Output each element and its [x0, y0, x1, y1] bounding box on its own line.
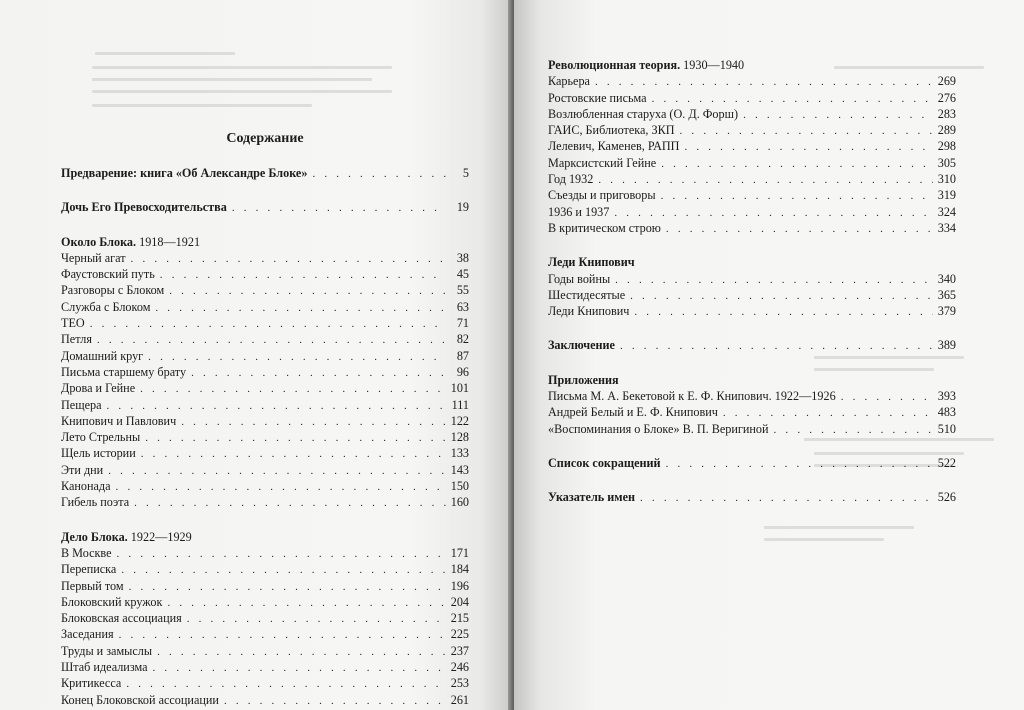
toc-entry-label: Петля [61, 332, 92, 347]
leader-dots [666, 456, 933, 472]
leader-dots [116, 479, 446, 495]
section-heading-title: Дело Блока. [61, 529, 128, 544]
leader-dots [620, 338, 933, 354]
leader-dots [232, 200, 446, 216]
section-heading-title: Около Блока. [61, 234, 137, 249]
leader-dots [141, 446, 446, 462]
toc-entry[interactable] [61, 494, 469, 510]
toc-entry-label: В Москве [61, 545, 112, 560]
toc-right-column [548, 57, 956, 506]
toc-entry[interactable] [61, 594, 469, 610]
toc-entry-page: 82 [456, 332, 469, 347]
toc-entry-page: 324 [937, 204, 956, 219]
toc-entry[interactable] [548, 404, 956, 420]
toc-entry[interactable] [548, 421, 956, 437]
toc-entry-label: Карьера [548, 74, 590, 89]
leader-dots [841, 389, 933, 405]
toc-entry[interactable] [61, 578, 469, 594]
toc-entry[interactable] [61, 299, 469, 315]
toc-entry[interactable] [61, 199, 469, 215]
toc-entry-label: «Воспоминания о Блоке» В. П. Веригиной [548, 421, 769, 436]
leader-dots [145, 430, 446, 446]
toc-entry-label: Указатель имен [548, 490, 636, 505]
leader-dots [169, 283, 446, 299]
toc-entry-page: 305 [937, 155, 956, 170]
toc-entry-label: Штаб идеализма [61, 660, 148, 675]
leader-dots [107, 398, 446, 414]
toc-group [548, 489, 956, 505]
toc-entry-page: 319 [937, 188, 956, 203]
toc-entry[interactable] [548, 455, 956, 471]
toc-entry-label: Критикесса [61, 676, 122, 691]
toc-entry-page: 215 [450, 611, 469, 626]
toc-entry-page: 276 [937, 90, 956, 105]
toc-entry[interactable] [548, 73, 956, 89]
leader-dots [666, 221, 933, 237]
leader-dots [723, 405, 933, 421]
leader-dots [181, 414, 446, 430]
toc-entry-label: Книпович и Павлович [61, 413, 177, 428]
toc-entry-page: 101 [450, 381, 469, 396]
toc-entry-label: Возлюбленная старуха (О. Д. Форш) [548, 106, 739, 121]
toc-entry[interactable] [61, 250, 469, 266]
toc-entry-page: 111 [451, 397, 469, 412]
toc-entry-label: Труды и замыслы [61, 643, 153, 658]
leader-dots [684, 139, 932, 155]
leader-dots [140, 381, 446, 397]
leader-dots [126, 676, 445, 692]
toc-entry-page: 128 [450, 430, 469, 445]
toc-entry[interactable] [61, 545, 469, 561]
leader-dots [614, 205, 932, 221]
toc-left-column [61, 131, 469, 708]
toc-entry[interactable] [548, 122, 956, 138]
toc-entry-page: 253 [450, 676, 469, 691]
toc-entry[interactable] [61, 659, 469, 675]
toc-entry-page: 334 [937, 220, 956, 235]
toc-group [548, 372, 956, 437]
toc-entry[interactable] [61, 445, 469, 461]
toc-entry-label: Канонада [61, 479, 111, 494]
section-heading-title: Леди Книпович [548, 255, 635, 270]
toc-entry[interactable] [61, 165, 469, 181]
toc-entry-page: 196 [450, 578, 469, 593]
section-heading-years: 1930—1940 [683, 58, 745, 72]
leader-dots [119, 627, 446, 643]
toc-entry-label: Съезды и приговоры [548, 188, 656, 203]
toc-entry[interactable] [548, 90, 956, 106]
toc-entry-page: 237 [450, 643, 469, 658]
toc-group [61, 199, 469, 215]
toc-entry-label: 1936 и 1937 [548, 204, 610, 219]
toc-group [61, 529, 469, 708]
toc-entry-label: ТЕО [61, 316, 85, 331]
toc-entry[interactable] [61, 282, 469, 298]
toc-entry-page: 289 [937, 123, 956, 138]
leader-dots [121, 562, 445, 578]
toc-entry[interactable] [61, 364, 469, 380]
toc-entry-page: 55 [456, 283, 469, 298]
leader-dots [630, 288, 933, 304]
toc-entry-page: 389 [937, 338, 956, 353]
toc-entry[interactable] [61, 331, 469, 347]
toc-group [61, 234, 469, 511]
toc-entry[interactable] [548, 287, 956, 303]
leader-dots [148, 349, 446, 365]
leader-dots [598, 172, 932, 188]
toc-entry[interactable] [61, 692, 469, 708]
toc-entry[interactable] [61, 348, 469, 364]
toc-entry-page: 522 [937, 455, 956, 470]
toc-entry-page: 283 [937, 106, 956, 121]
toc-group [61, 165, 469, 181]
leader-dots [661, 188, 933, 204]
leader-dots [108, 463, 446, 479]
toc-entry[interactable] [548, 138, 956, 154]
toc-entry[interactable] [548, 337, 956, 353]
toc-entry-page: 96 [456, 364, 469, 379]
leader-dots [129, 579, 446, 595]
toc-entry[interactable] [548, 489, 956, 505]
toc-entry-page: 38 [456, 250, 469, 265]
toc-entry-label: Разговоры с Блоком [61, 283, 165, 298]
toc-entry-label: Блоковский кружок [61, 594, 163, 609]
leader-dots [661, 156, 933, 172]
toc-group [548, 337, 956, 353]
toc-entry[interactable] [548, 303, 956, 319]
leader-dots [155, 300, 446, 316]
section-heading-years: 1922—1929 [130, 529, 192, 544]
toc-entry-page: 150 [450, 479, 469, 494]
section-heading-title: Приложения [548, 372, 619, 387]
show-through-text [764, 538, 884, 541]
toc-entry[interactable] [61, 266, 469, 282]
toc-entry-label: Лелевич, Каменев, РАПП [548, 139, 680, 154]
toc-entry[interactable] [61, 643, 469, 659]
show-through-text [764, 526, 914, 529]
toc-group [548, 455, 956, 471]
toc-entry-label: Письма старшему брату [61, 364, 187, 379]
toc-entry-page: 340 [937, 271, 956, 286]
toc-entry[interactable] [61, 413, 469, 429]
toc-entry[interactable] [548, 271, 956, 287]
toc-entry-page: 365 [937, 287, 956, 302]
toc-entry-page: 526 [937, 490, 956, 505]
toc-entry[interactable] [548, 106, 956, 122]
toc-entry-page: 298 [937, 139, 956, 154]
toc-entry-label: Черный агат [61, 250, 126, 265]
toc-entry-page: 393 [937, 389, 956, 404]
toc-entry-label: В критическом строю [548, 220, 661, 235]
toc-entry-label: Год 1932 [548, 172, 594, 187]
toc-entry-label: Переписка [61, 562, 117, 577]
leader-dots [153, 660, 446, 676]
toc-entry-label: Список сокращений [548, 455, 661, 470]
toc-entry-label: Первый том [61, 578, 124, 593]
toc-entry-label: Заключение [548, 338, 615, 353]
toc-entry-label: Годы войны [548, 271, 611, 286]
toc-entry-page: 483 [937, 405, 956, 420]
leader-dots [615, 272, 933, 288]
show-through-text [95, 52, 235, 55]
leader-dots [117, 546, 446, 562]
toc-entry-label: Фаустовский путь [61, 267, 155, 282]
toc-entry-label: Письма М. А. Бекетовой к Е. Ф. Книпович. 1922—1926 [548, 389, 836, 404]
toc-entry-page: 379 [937, 304, 956, 319]
section-heading-years: 1918—1921 [139, 234, 201, 249]
toc-entry[interactable] [61, 626, 469, 642]
leader-dots [191, 365, 446, 381]
toc-entry-page: 19 [456, 200, 469, 215]
leader-dots [134, 495, 446, 511]
toc-entry-page: 184 [450, 562, 469, 577]
leader-dots [187, 611, 446, 627]
toc-entry-label: Шестидесятые [548, 287, 626, 302]
toc-entry-page: 510 [937, 421, 956, 436]
leader-dots [743, 107, 933, 123]
toc-entry[interactable] [61, 610, 469, 626]
leader-dots [224, 693, 446, 709]
toc-entry-label: Лето Стрельны [61, 430, 141, 445]
show-through-text [92, 78, 372, 81]
toc-entry-page: 133 [450, 446, 469, 461]
toc-group [548, 57, 956, 236]
section-heading-title: Революционная теория. [548, 58, 681, 72]
toc-entry-label: Леди Книпович [548, 304, 630, 319]
toc-entry-label: Предварение: книга «Об Александре Блоке» [61, 166, 308, 180]
toc-entry-page: 261 [450, 692, 469, 707]
toc-entry-page: 204 [450, 594, 469, 609]
toc-entry-label: Заседания [61, 627, 114, 642]
toc-entry[interactable] [548, 171, 956, 187]
toc-entry-label: Щель истории [61, 446, 136, 461]
toc-entry-label: Гибель поэта [61, 495, 130, 510]
toc-entry-page: 310 [937, 172, 956, 187]
toc-entry-label: Служба с Блоком [61, 299, 151, 314]
toc-entry-page: 246 [450, 660, 469, 675]
toc-entry-label: Эти дни [61, 462, 104, 477]
leader-dots [595, 74, 933, 90]
leader-dots [157, 644, 446, 660]
leader-dots [680, 123, 933, 139]
show-through-text [92, 90, 392, 93]
toc-entry-label: Марксистский Гейне [548, 155, 657, 170]
toc-entry[interactable] [61, 315, 469, 331]
leader-dots [90, 316, 446, 332]
toc-entry-page: 269 [937, 74, 956, 89]
right-page [514, 0, 1024, 710]
toc-entry[interactable] [61, 380, 469, 396]
leader-dots [131, 251, 446, 267]
section-heading [548, 372, 956, 388]
toc-entry-page: 225 [450, 627, 469, 642]
toc-entry-page: 171 [450, 545, 469, 560]
toc-entry[interactable] [61, 561, 469, 577]
toc-entry[interactable] [548, 204, 956, 220]
leader-dots [774, 422, 933, 438]
toc-entry-label: Конец Блоковской ассоциации [61, 692, 219, 707]
toc-entry[interactable] [61, 429, 469, 445]
toc-entry-label: ГАИС, Библиотека, ЗКП [548, 123, 675, 138]
toc-entry[interactable] [548, 388, 956, 404]
toc-entry[interactable] [548, 220, 956, 236]
show-through-text [92, 66, 392, 69]
section-heading [61, 529, 469, 545]
leader-dots [167, 595, 445, 611]
section-heading [548, 254, 956, 270]
toc-entry-page: 5 [462, 166, 469, 180]
leader-dots [312, 166, 446, 182]
leader-dots [652, 91, 933, 107]
toc-entry-page: 122 [450, 413, 469, 428]
toc-entry-label: Домашний круг [61, 348, 144, 363]
toc-entry-page: 87 [456, 348, 469, 363]
toc-group [548, 254, 956, 319]
toc-entry-label: Пещера [61, 397, 102, 412]
toc-entry-page: 45 [456, 267, 469, 282]
toc-entry-page: 63 [456, 299, 469, 314]
leader-dots [160, 267, 446, 283]
toc-entry-page: 160 [450, 495, 469, 510]
toc-entry-page: 71 [456, 316, 469, 331]
toc-entry[interactable] [61, 462, 469, 478]
toc-entry[interactable] [548, 187, 956, 203]
toc-entry-label: Ростовские письма [548, 90, 647, 105]
toc-entry[interactable] [61, 397, 469, 413]
toc-entry[interactable] [61, 675, 469, 691]
toc-entry-label: Дочь Его Превосходительства [61, 200, 227, 215]
section-heading [548, 57, 956, 73]
show-through-text [92, 104, 312, 107]
leader-dots [97, 332, 446, 348]
toc-entry-label: Андрей Белый и Е. Ф. Книпович [548, 405, 718, 420]
toc-entry-label: Блоковская ассоциация [61, 611, 182, 626]
leader-dots [634, 304, 932, 320]
section-heading [61, 234, 469, 250]
leader-dots [640, 490, 933, 506]
page-title: Содержание [226, 131, 304, 146]
toc-entry[interactable] [61, 478, 469, 494]
toc-entry-page: 143 [450, 462, 469, 477]
toc-entry[interactable] [548, 155, 956, 171]
toc-entry-label: Дрова и Гейне [61, 381, 136, 396]
